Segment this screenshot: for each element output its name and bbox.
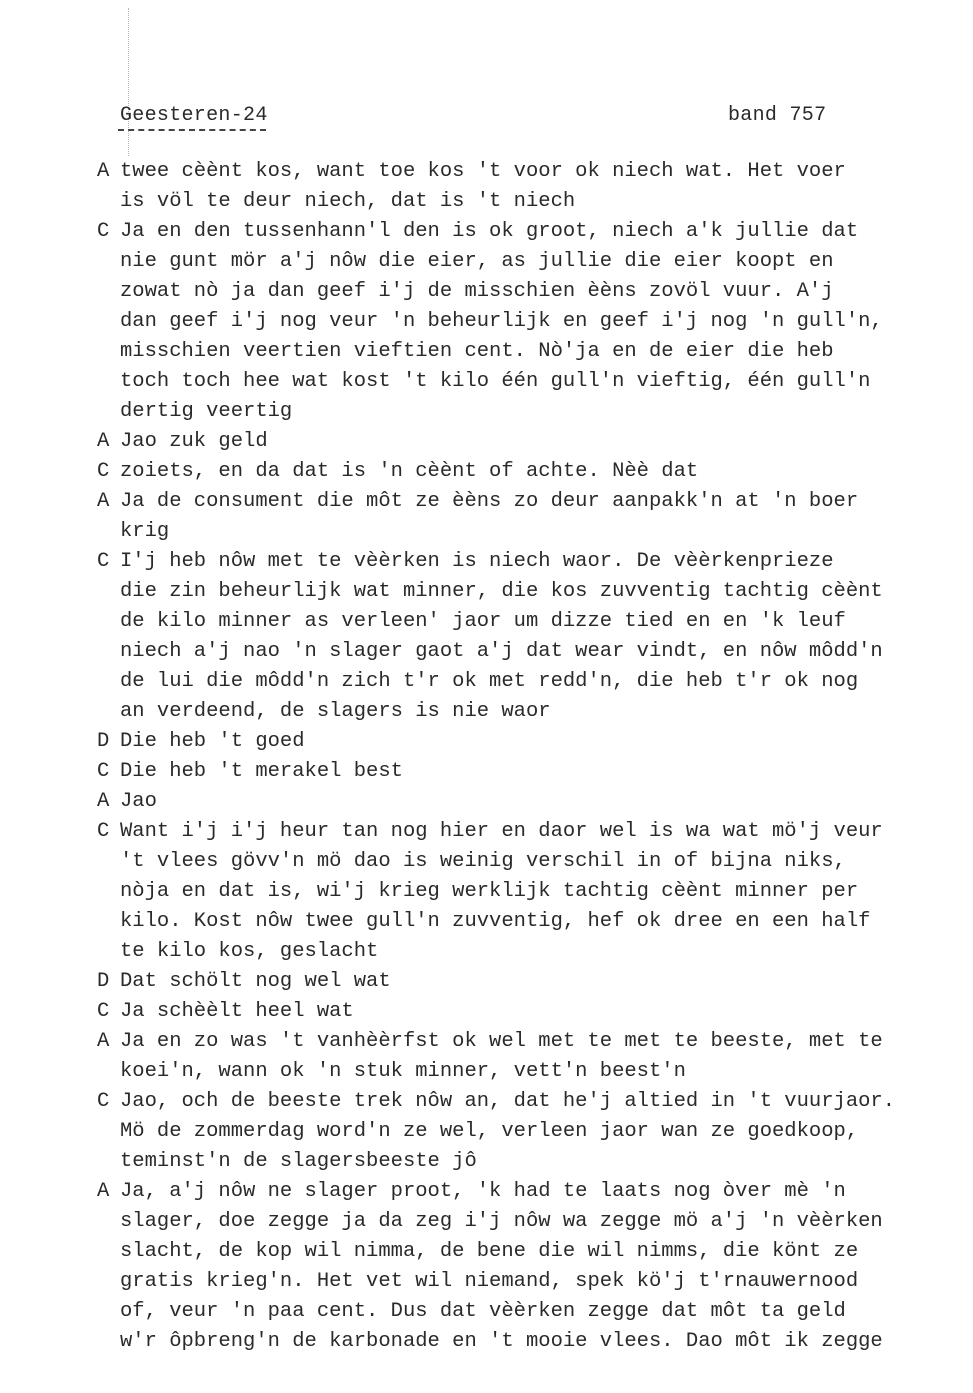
transcript-line <box>0 157 973 187</box>
transcript-line <box>0 1177 973 1207</box>
transcript-body <box>0 157 973 1357</box>
transcript-line <box>0 727 973 757</box>
line-text: krig <box>120 520 170 543</box>
transcript-line <box>0 247 973 277</box>
speaker-label: C <box>97 220 110 243</box>
transcript-line <box>0 547 973 577</box>
line-text: Ja, a'j nôw ne slager proot, 'k had te laats nog òver mè 'n <box>120 1180 846 1203</box>
line-text: zowat nò ja dan geef i'j de misschien èèns zovöl vuur. A'j <box>120 280 834 303</box>
transcript-line <box>0 427 973 457</box>
speaker-label: A <box>97 1180 110 1203</box>
transcript-line <box>0 847 973 877</box>
transcript-line <box>0 1237 973 1267</box>
transcript-line <box>0 367 973 397</box>
line-text: Die heb 't goed <box>120 730 305 753</box>
line-text: w'r ôpbreng'n de karbonade en 't mooie vlees. Dao môt ik zegge <box>120 1330 883 1353</box>
speaker-label: A <box>97 490 110 513</box>
transcript-line <box>0 1327 973 1357</box>
transcript-line <box>0 1297 973 1327</box>
transcript-line <box>0 967 973 997</box>
transcript-line <box>0 937 973 967</box>
line-text: toch toch hee wat kost 't kilo één gull'n vieftig, één gull'n <box>120 370 871 393</box>
speaker-label: A <box>97 430 110 453</box>
line-text: Jao, och de beeste trek nôw an, dat he'j altied in 't vuurjaor. <box>120 1090 896 1113</box>
speaker-label: C <box>97 1000 110 1023</box>
line-text: Ja en den tussenhann'l den is ok groot, niech a'k jullie dat <box>120 220 859 243</box>
line-text: twee cèènt kos, want toe kos 't voor ok niech wat. Het voer <box>120 160 846 183</box>
transcript-line <box>0 697 973 727</box>
transcript-line <box>0 907 973 937</box>
speaker-label: A <box>97 790 110 813</box>
speaker-label: C <box>97 1090 110 1113</box>
speaker-label: C <box>97 550 110 573</box>
transcript-line <box>0 757 973 787</box>
line-text: an verdeend, de slagers is nie waor <box>120 700 551 723</box>
line-text: Want i'j i'j heur tan nog hier en daor wel is wa wat mö'j veur <box>120 820 883 843</box>
line-text: teminst'n de slagersbeeste jô <box>120 1150 477 1173</box>
transcript-line <box>0 787 973 817</box>
speaker-label: A <box>97 1030 110 1053</box>
line-text: 't vlees gövv'n mö dao is weinig verschil in of bijna niks, <box>120 850 846 873</box>
line-text: Jao zuk geld <box>120 430 268 453</box>
line-text: koei'n, wann ok 'n stuk minner, vett'n beest'n <box>120 1060 686 1083</box>
line-text: zoiets, en da dat is 'n cèènt of achte. Nèè dat <box>120 460 699 483</box>
line-text: dan geef i'j nog veur 'n beheurlijk en geef i'j nog 'n gull'n, <box>120 310 883 333</box>
transcript-line <box>0 577 973 607</box>
band-number: band 757 <box>728 104 827 127</box>
title-underline <box>118 129 266 131</box>
transcript-line <box>0 277 973 307</box>
line-text: misschien veertien vieftien cent. Nò'ja en de eier die heb <box>120 340 834 363</box>
transcript-line <box>0 457 973 487</box>
speaker-label: C <box>97 760 110 783</box>
line-text: gratis krieg'n. Het vet wil niemand, spek kö'j t'rnauwernood <box>120 1270 859 1293</box>
line-text: Jao <box>120 790 157 813</box>
transcript-line <box>0 517 973 547</box>
line-text: te kilo kos, geslacht <box>120 940 379 963</box>
transcript-line <box>0 817 973 847</box>
speaker-label: C <box>97 820 110 843</box>
transcript-line <box>0 1057 973 1087</box>
line-text: Ja schèèlt heel wat <box>120 1000 354 1023</box>
transcript-line <box>0 307 973 337</box>
speaker-label: A <box>97 160 110 183</box>
line-text: die zin beheurlijk wat minner, die kos zuvventig tachtig cèènt <box>120 580 883 603</box>
speaker-label: D <box>97 730 110 753</box>
line-text: nie gunt mör a'j nôw die eier, as jullie die eier koopt en <box>120 250 834 273</box>
transcript-line <box>0 997 973 1027</box>
transcript-line <box>0 397 973 427</box>
line-text: nòja en dat is, wi'j krieg werklijk tachtig cèènt minner per <box>120 880 859 903</box>
transcript-line <box>0 1267 973 1297</box>
line-text: niech a'j nao 'n slager gaot a'j dat wear vindt, en nôw môdd'n <box>120 640 883 663</box>
transcript-line <box>0 1147 973 1177</box>
line-text: Dat schölt nog wel wat <box>120 970 391 993</box>
transcript-line <box>0 877 973 907</box>
line-text: Mö de zommerdag word'n ze wel, verleen jaor wan ze goedkoop, <box>120 1120 859 1143</box>
margin-mark <box>128 8 129 156</box>
speaker-label: C <box>97 460 110 483</box>
line-text: de lui die môdd'n zich t'r ok met redd'n, die heb t'r ok nog <box>120 670 859 693</box>
line-text: de kilo minner as verleen' jaor um dizze tied en en 'k leuf <box>120 610 846 633</box>
transcript-line <box>0 667 973 697</box>
transcript-line <box>0 1087 973 1117</box>
document-title: Geesteren-24 <box>120 104 268 127</box>
line-text: dertig veertig <box>120 400 293 423</box>
speaker-label: D <box>97 970 110 993</box>
transcript-line <box>0 1117 973 1147</box>
line-text: Ja de consument die môt ze èèns zo deur aanpakk'n at 'n boer <box>120 490 859 513</box>
line-text: kilo. Kost nôw twee gull'n zuvventig, hef ok dree en een half <box>120 910 871 933</box>
line-text: Die heb 't merakel best <box>120 760 403 783</box>
transcript-line <box>0 337 973 367</box>
transcript-line <box>0 487 973 517</box>
line-text: is völ te deur niech, dat is 't niech <box>120 190 576 213</box>
line-text: of, veur 'n paa cent. Dus dat vèèrken zegge dat môt ta geld <box>120 1300 846 1323</box>
line-text: I'j heb nôw met te vèèrken is niech waor. De vèèrkenprieze <box>120 550 834 573</box>
transcript-line <box>0 637 973 667</box>
transcript-line <box>0 1027 973 1057</box>
transcript-line <box>0 187 973 217</box>
transcript-line <box>0 1207 973 1237</box>
line-text: slager, doe zegge ja da zeg i'j nôw wa zegge mö a'j 'n vèèrken <box>120 1210 883 1233</box>
line-text: Ja en zo was 't vanhèèrfst ok wel met te met te beeste, met te <box>120 1030 883 1053</box>
transcript-line <box>0 217 973 247</box>
line-text: slacht, de kop wil nimma, de bene die wil nimms, die könt ze <box>120 1240 859 1263</box>
transcript-line <box>0 607 973 637</box>
